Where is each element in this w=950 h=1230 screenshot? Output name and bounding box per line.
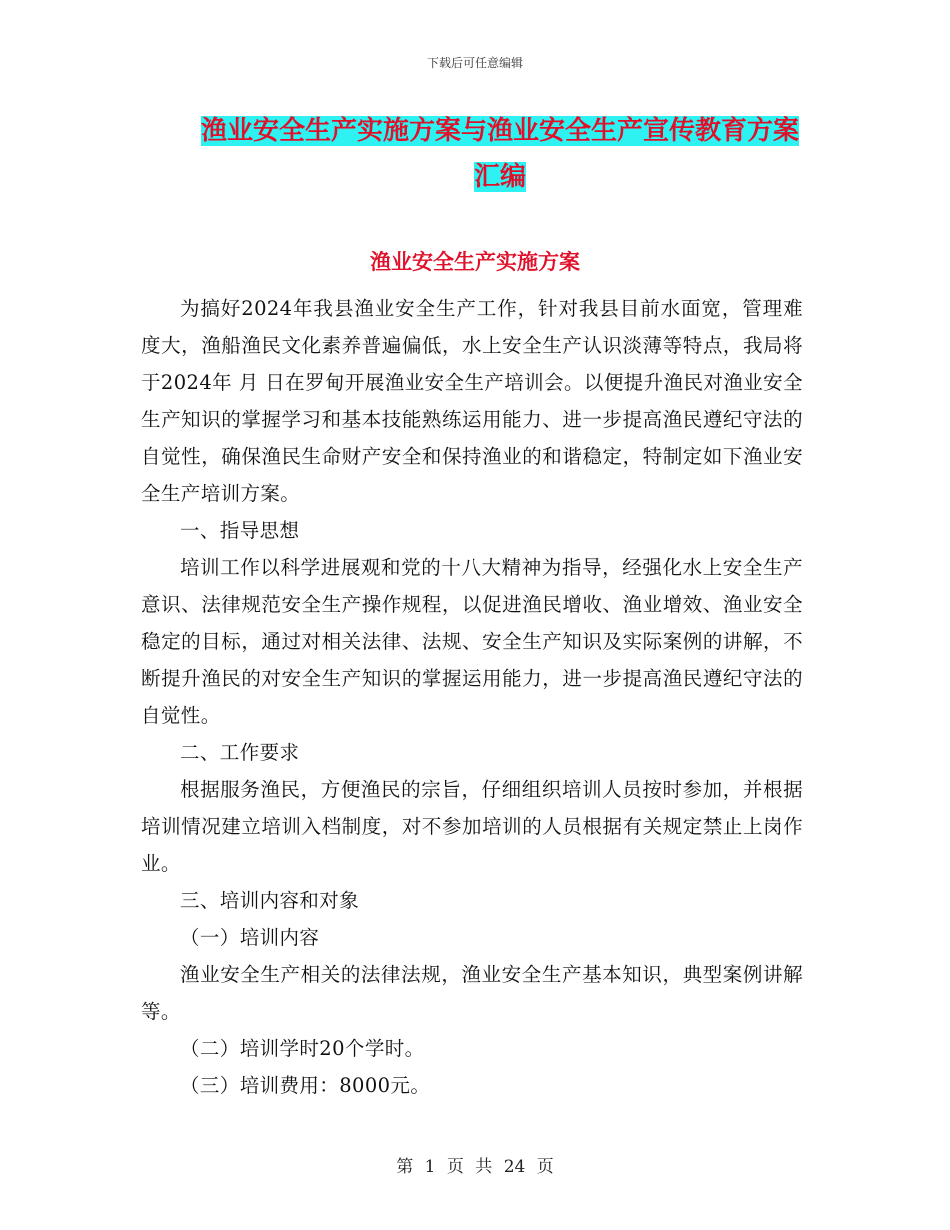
item-training-cost: （三）培训费用：8000元。 — [180, 1074, 431, 1097]
document-title — [190, 108, 810, 200]
subheading-training-content: （一）培训内容 — [180, 926, 320, 949]
paragraph-guiding-ideology: 培训工作以科学进展观和党的十八大精神为指导，经强化水上安全生产意识、法律规范安全生产操作规程，以促进渔民增收、渔业增效、渔业安全稳定的目标，通过对相关法律、法规、安全生产知识及实际案例的讲解，不断提升渔民的对安全生产知识的掌握运用能力，进一步提高渔民遵纪守法的自觉性。 — [141, 556, 803, 727]
paragraph-intro: 为搞好2024年我县渔业安全生产工作，针对我县目前水面宽，管理难度大，渔船渔民文化素养普遍偏低，水上安全生产认识淡薄等特点，我局将于2024年 月 日在罗甸开展渔业安全生产培训会。以便提升渔民对渔业安全生产知识的掌握学习和基本技能熟练运用能力、进一步提高渔民遵纪守法的自觉性，确保渔民生命财产安全和保持渔业的和谐稳定，特制定如下渔业安全生产培训方案。 — [141, 297, 803, 505]
heading-guiding-ideology: 一、指导思想 — [180, 519, 300, 542]
paragraph-training-content: 渔业安全生产相关的法律法规，渔业安全生产基本知识，典型案例讲解等。 — [141, 963, 803, 1023]
document-body — [141, 290, 803, 1104]
page-footer: 第 1 页 共 24 页 — [396, 1157, 554, 1177]
heading-training-content: 三、培训内容和对象 — [180, 889, 360, 912]
heading-work-requirements: 二、工作要求 — [180, 741, 300, 764]
item-training-hours: （二）培训学时20个学时。 — [180, 1037, 425, 1060]
header-note: 下载后可任意编辑 — [426, 56, 523, 70]
paragraph-work-requirements: 根据服务渔民，方便渔民的宗旨，仔细组织培训人员按时参加，并根据培训情况建立培训入档制度，对不参加培训的人员根据有关规定禁止上岗作业。 — [141, 778, 803, 875]
document-title-text: 渔业安全生产实施方案与渔业安全生产宣传教育方案汇编 — [200, 116, 799, 192]
section-title: 渔业安全生产实施方案 — [370, 249, 580, 274]
